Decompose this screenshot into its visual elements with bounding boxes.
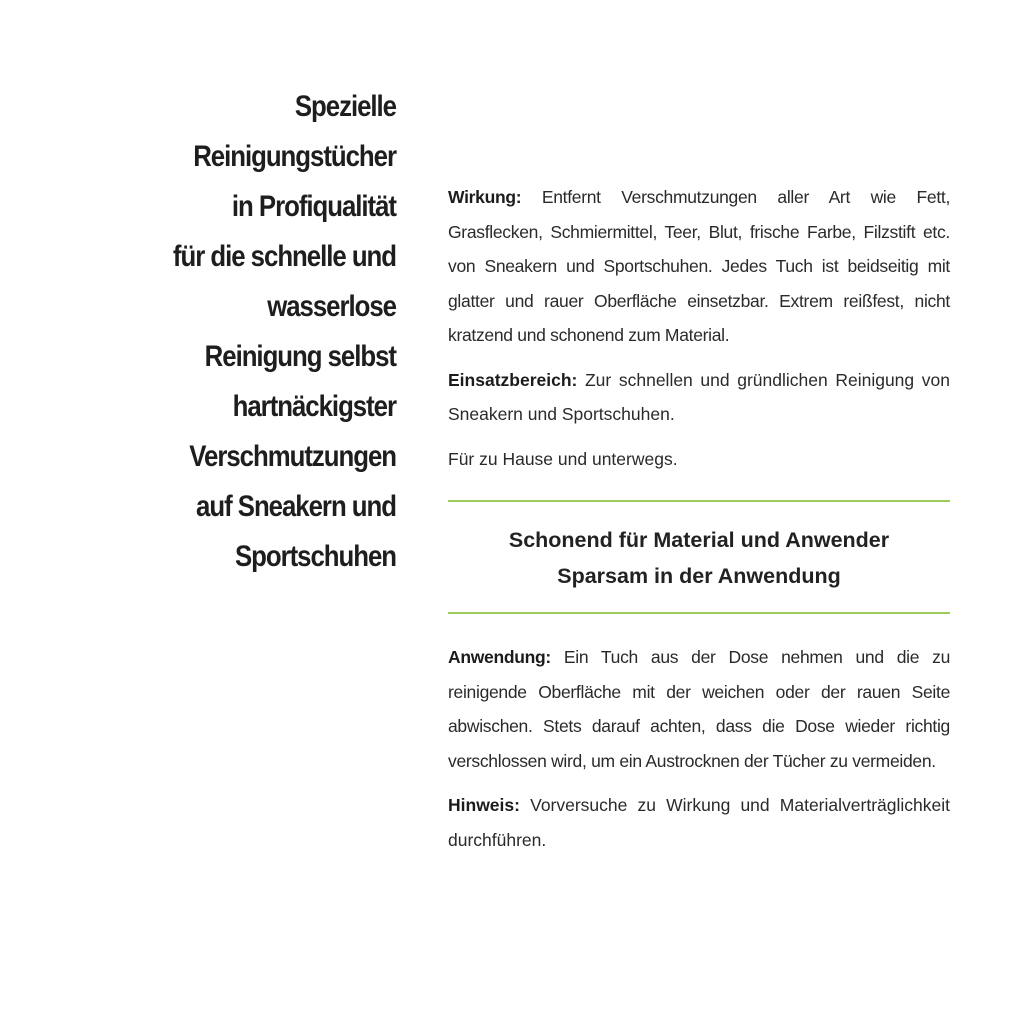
anwendung-label: Anwendung: [448,647,551,667]
headline-line: auf Sneakern und [196,490,396,523]
hinweis-text: Vorversuche zu Wirkung und Materialverträglichkeit durchführen. [448,795,950,850]
headline [133,82,396,582]
headline-line: für die schnelle und [172,240,396,273]
einsatzbereich-label: Einsatzbereich: [448,369,578,390]
headline-line: wasserlose [267,290,396,323]
headline-line: Spezielle [294,90,396,123]
einsatzbereich-text: Zur schnellen und gründlichen Reinigung von Sneakern und Sportschuhen. [448,369,950,424]
headline-line: hartnäckigster [232,390,396,423]
headline-line: Reinigung selbst [204,340,396,373]
description-column [448,180,950,857]
hinweis-paragraph [448,788,950,857]
highlight-line-2: Sparsam in der Anwendung [557,564,841,588]
headline-line: Verschmutzungen [189,440,396,473]
headline-line: Sportschuhen [234,540,396,573]
hinweis-label: Hinweis: [448,795,520,815]
wirkung-text: Entfernt Verschmutzungen aller Art wie Fett, Grasflecken, Schmiermittel, Teer, Blut, frische Farbe, Filzstift etc. von Sneakern und Sportschuhen. Jedes Tuch ist beidseitig mit glatter und rauer Oberfläche einsetzbar. Extrem reißfest, nicht kratzend und schonend zum Material. [448,187,951,345]
wirkung-paragraph [448,180,950,353]
highlight-box [448,502,950,612]
anwendung-paragraph [448,640,950,778]
highlight-line-1: Schonend für Material und Anwender [508,528,890,552]
home-paragraph: Für zu Hause und unterwegs. [448,448,678,469]
anwendung-text: Ein Tuch aus der Dose nehmen und die zu reinigende Oberfläche mit der weichen oder der rauen Seite abwischen. Stets darauf achten, dass die Dose wieder richtig verschlossen wird, um ein Austrocknen der Tücher zu vermeiden. [448,647,950,771]
headline-line: in Profiqualität [231,190,396,223]
headline-line: Reinigungstücher [193,140,396,173]
einsatzbereich-paragraph [448,363,950,432]
wirkung-label: Wirkung: [448,187,522,207]
